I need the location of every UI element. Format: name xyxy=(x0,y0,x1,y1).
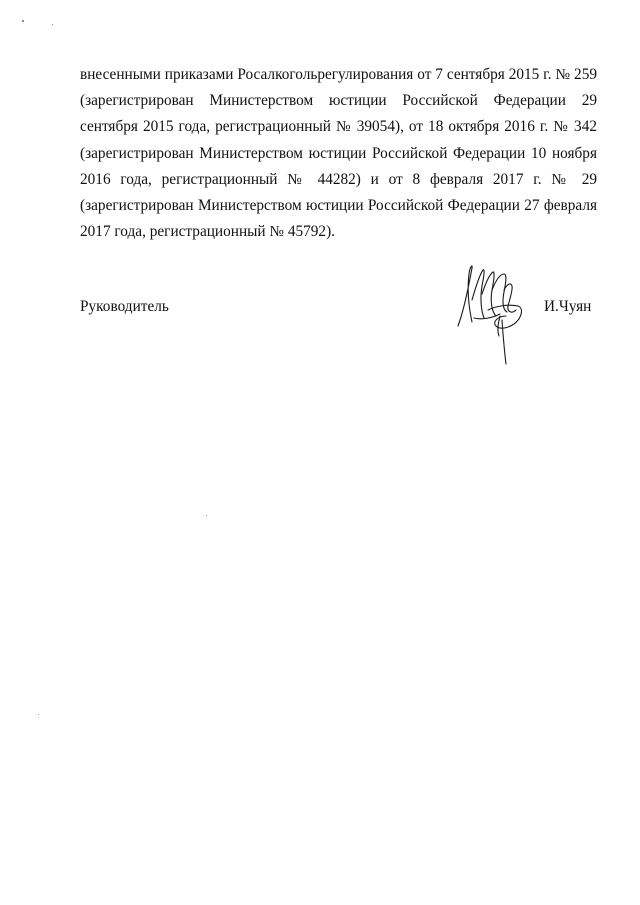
body-paragraph: внесенными приказами Росалкогольрегулирования от 7 сентября 2015 г. № 259 (зарегистрирован Министерством юстиции Российской Федерации 29 сентября 2015 года, регистрационный № 39054), от 18 октября 2016 г. № 342 (зарегистрирован Министерством юстиции Российской Федерации 10 ноября 2016 года, регистрационный № 44282) и от 8 февраля 2017 г. № 29 (зарегистрирован Министерством юстиции Российской Федерации 27 февраля 2017 года, регистрационный № 45792). xyxy=(80,66,597,241)
signer-name: И.Чуян xyxy=(544,298,592,315)
scan-speck xyxy=(22,20,24,22)
scan-speck xyxy=(38,714,39,715)
handwritten-signature xyxy=(452,260,536,368)
scan-speck xyxy=(52,24,53,25)
signer-title: Руководитель xyxy=(80,298,169,315)
scan-speck xyxy=(206,515,207,516)
